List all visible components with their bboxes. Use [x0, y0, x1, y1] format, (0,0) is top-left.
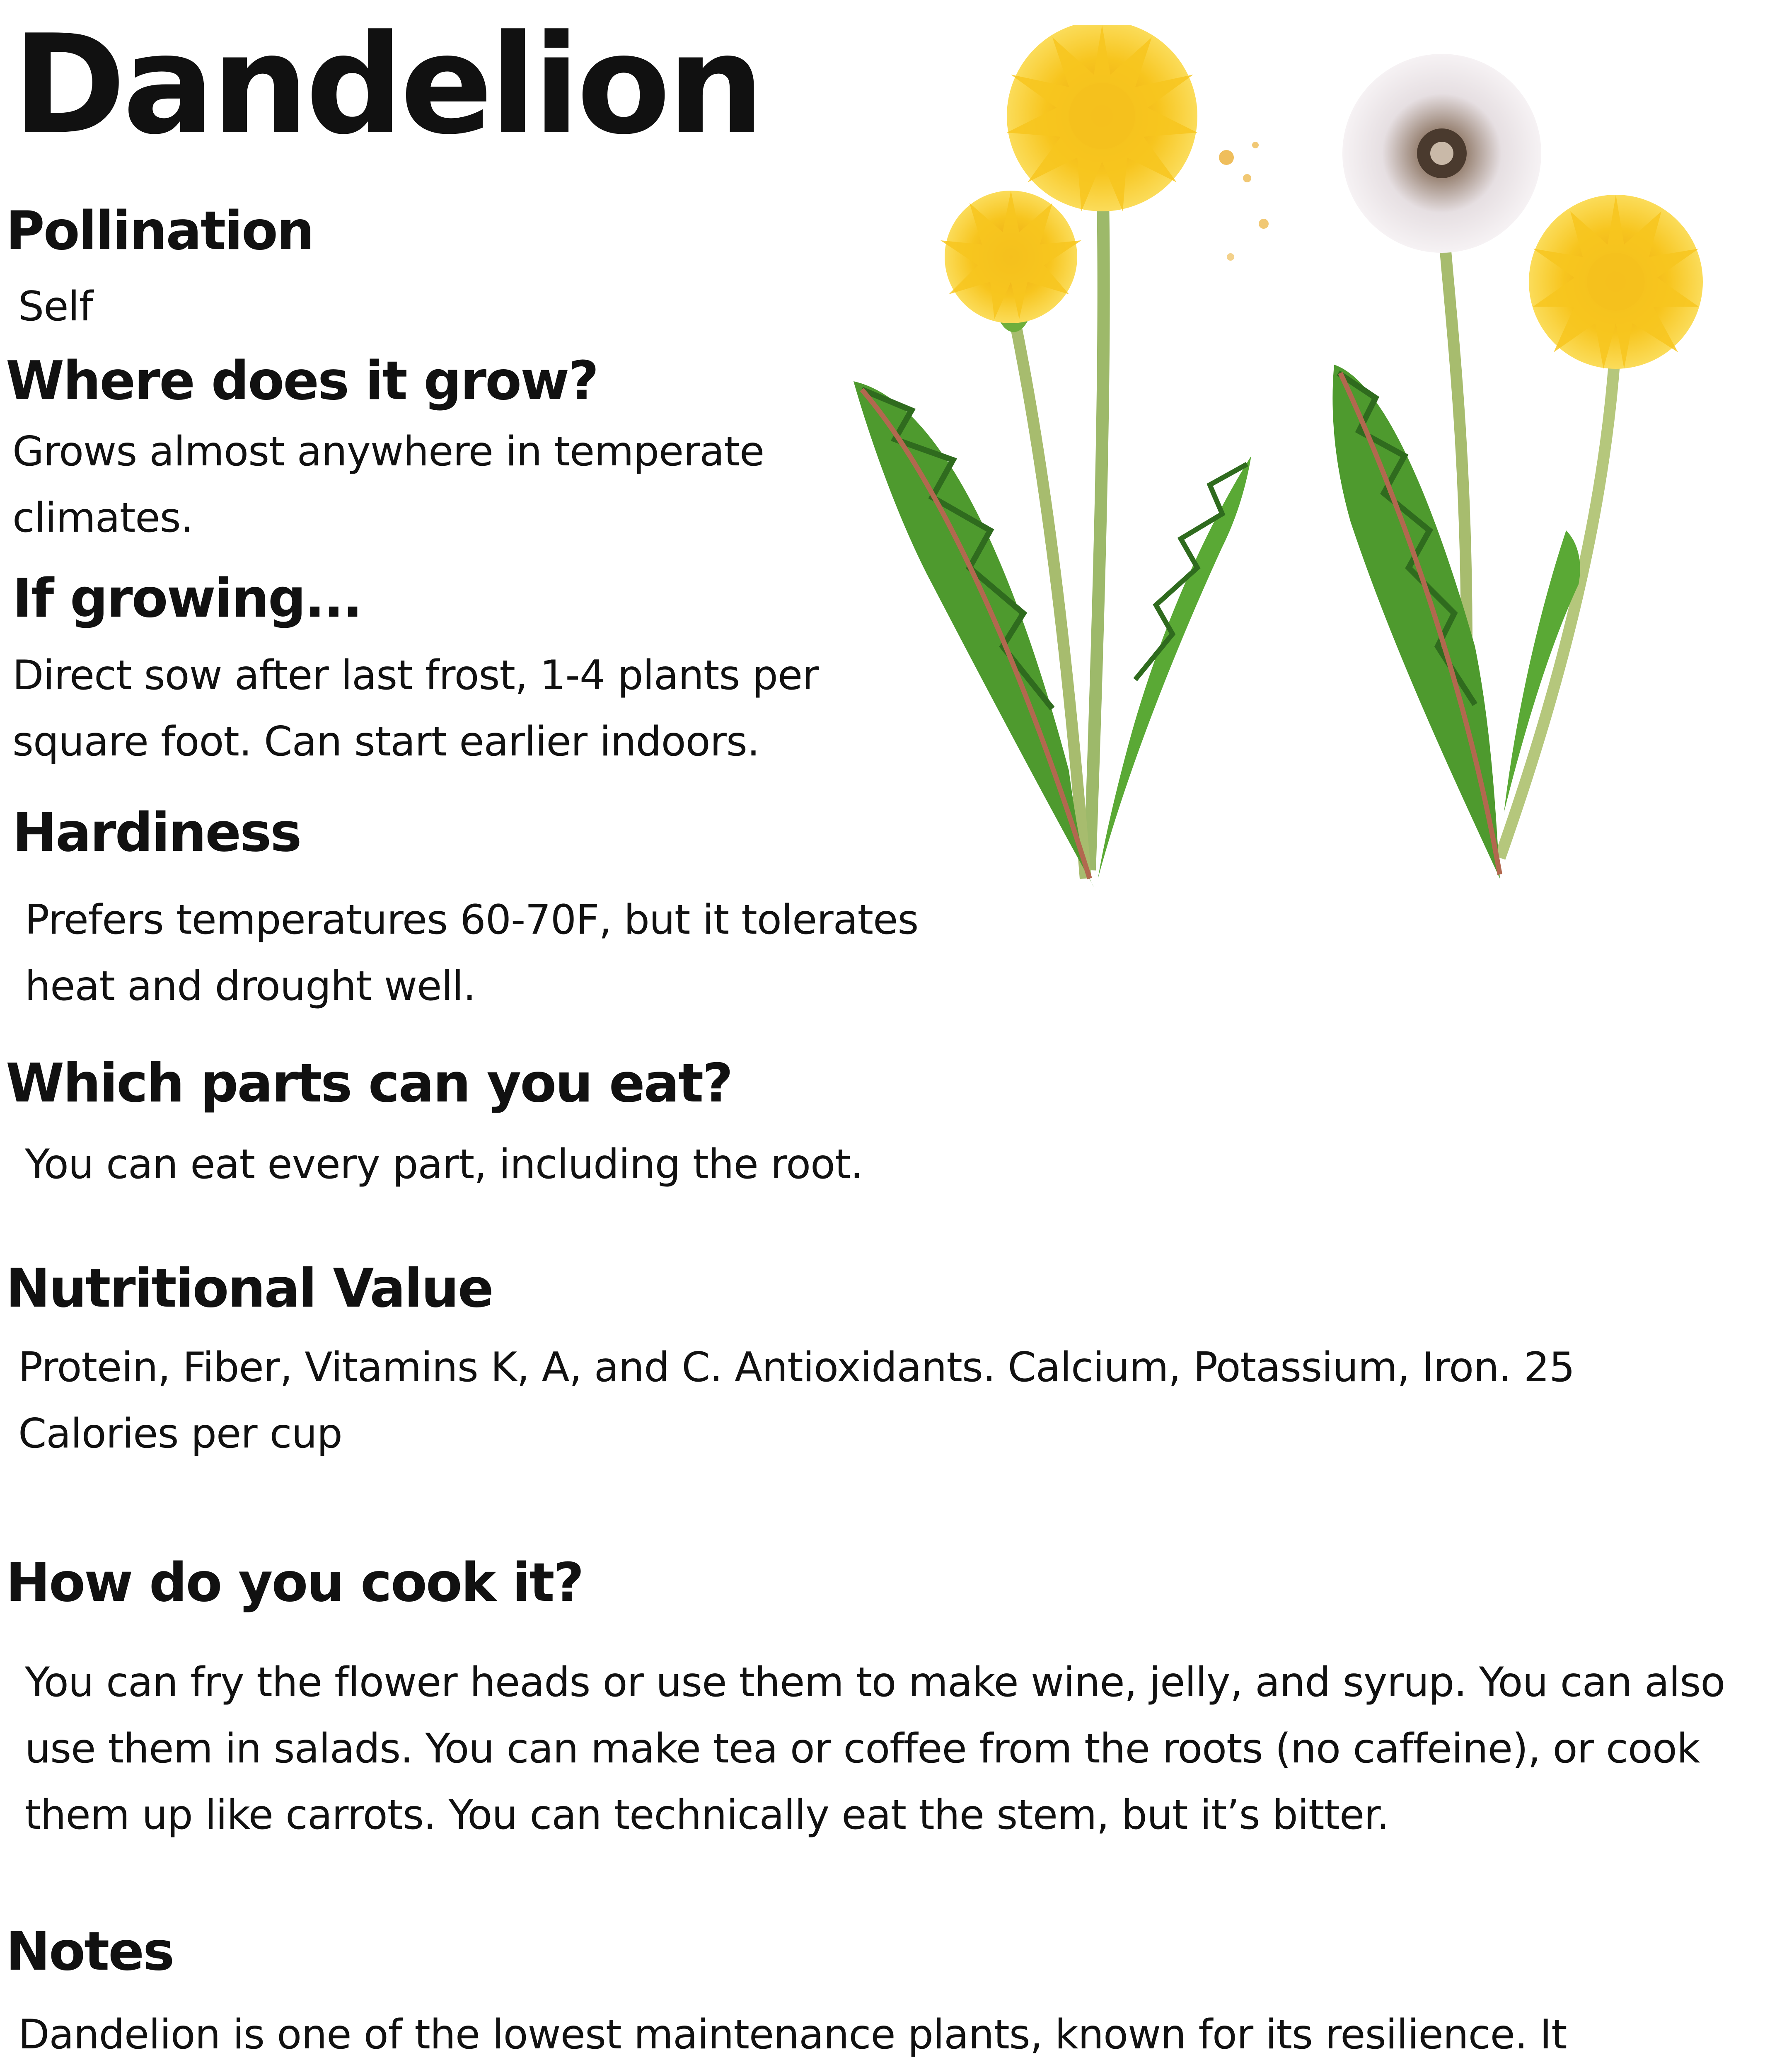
- notes-heading: Notes: [6, 1921, 174, 1982]
- if-growing-text: Direct sow after last frost, 1-4 plants per square foot. Can start earlier indoors.: [12, 652, 819, 765]
- flower-top-center: [1007, 25, 1197, 211]
- flower-right: [1529, 195, 1703, 369]
- hardiness-text: Prefers temperatures 60-70F, but it tolerates heat and drought well.: [25, 896, 919, 1010]
- where-grow-heading: Where does it grow?: [6, 350, 598, 412]
- leaf-left-right: [1098, 456, 1251, 879]
- dandelion-illustration: [837, 25, 1732, 903]
- page-title: Dandelion: [12, 5, 762, 165]
- leaf-right-small: [1504, 530, 1580, 812]
- pollination-heading: Pollination: [6, 200, 313, 262]
- cooking-text: You can fry the flower heads or use them to make wine, jelly, and syrup. You can also use them in salads. You can make tea or coffee from the roots (no caffeine), or cook them up like carrots. You can technically eat the stem, but it’s bitter.: [25, 1659, 1725, 1839]
- stem-tall-left: [1090, 162, 1104, 870]
- hardiness-heading: Hardiness: [12, 802, 301, 864]
- nutrition-text: Protein, Fiber, Vitamins K, A, and C. Antioxidants. Calcium, Potassium, Iron. 25 Calories per cup: [18, 1344, 1575, 1457]
- edible-parts-text: You can eat every part, including the root.: [25, 1141, 863, 1188]
- where-grow-text: Grows almost anywhere in temperate climates.: [12, 428, 764, 542]
- leaf-right-large: [1332, 365, 1500, 879]
- notes-text: Dandelion is one of the lowest maintenance plants, known for its resilience. It: [18, 2011, 1567, 2058]
- pollination-text: Self: [18, 283, 93, 330]
- edible-parts-heading: Which parts can you eat?: [6, 1053, 732, 1114]
- if-growing-heading: If growing...: [12, 568, 362, 629]
- seed-head: [1342, 54, 1541, 253]
- flower-left-small: [941, 191, 1081, 323]
- cooking-heading: How do you cook it?: [6, 1552, 583, 1614]
- nutrition-heading: Nutritional Value: [6, 1258, 493, 1319]
- paint-splatter: [1219, 142, 1269, 261]
